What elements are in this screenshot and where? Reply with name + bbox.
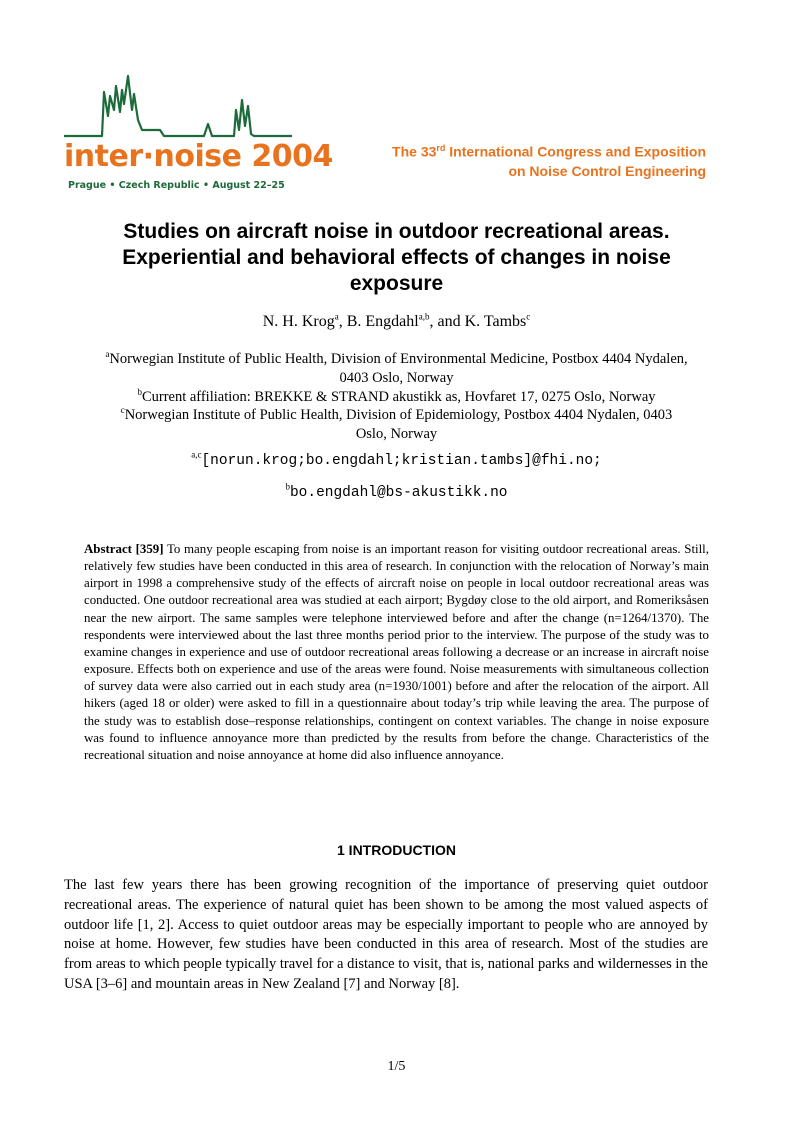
abstract <box>84 541 709 764</box>
email-address[interactable]: [norun.krog;bo.engdahl;kristian.tambs]@fhi.no; <box>201 453 602 469</box>
email-address[interactable]: bo.engdahl@bs-akustikk.no <box>289 485 508 501</box>
logo-tagline: Prague • Czech Republic • August 22–25 <box>68 180 285 191</box>
author-list: N. H. Krog$^a$, B. Engdahl$^{a,b}$, and K. Tambs$^c$ <box>262 311 531 330</box>
affiliation-c: $^c$Norwegian Institute of Public Health, Division of Epidemiology, Postbox 4404 Nydalen, 0403 Oslo, Norway <box>120 405 673 442</box>
congress-line-2: on Noise Control Engineering <box>508 162 706 179</box>
ordinal-suffix: rd <box>436 143 446 153</box>
abstract-text: To many people escaping from noise is an important reason for visiting outdoor recreational areas. Still, relatively few studies have been conducted in this area of research. In conjunction with the relocation of Norway’s main airport in 1998 a comprehensive study of the effects of aircraft noise on people in local outdoor recreational areas was conducted. One outdoor recreational area was studied at each airport; Bygdøy close to the old airport, and Romeriksåsen near the new airport. The same samples were telephone interviewed before and after the change (n=1264/1370). The respondents were interviewed about the last three months period prior to the interview. The purpose of the study was to examine changes in experience and use of outdoor recreational areas following a decrease or an increase in aircraft noise exposure. Effects both on experience and use of the areas were found. Noise measurements with simultaneous collection of survey data were also carried out in each study area (n=1930/1001) before and after the relocation of the airport. All hikers (aged 18 or older) were asked to fill in a questionnaire about today’s trip while leaving the area. The purpose of the study was to establish dose–response relationships, contingent on context variables. The change in noise exposure was found to influence annoyance more than predicted by the results from before the change. Characteristics of the recreational situation and noise annoyance at home did also influence annoyance. <box>84 542 709 762</box>
abstract-label: Abstract [359] <box>84 542 164 556</box>
section-heading: 1 INTRODUCTION <box>337 842 456 858</box>
email-line-2: $^b$bo.engdahl@bs-akustikk.no <box>285 481 508 501</box>
affiliation-b: $^b$Current affiliation: BREKKE & STRAND akustikk as, Hovfaret 17, 0275 Oslo, Norway <box>137 387 656 405</box>
logo-wordmark: inter·noise 2004 <box>64 139 333 174</box>
congress-line-1: The 33rd International Congress and Exposition <box>392 143 706 160</box>
introduction-paragraph: The last few years there has been growing recognition of the importance of preserving quiet outdoor recreational areas. The experience of natural quiet has been shown to be among the most valued aspects of outdoor life [1, 2]. Access to quiet outdoor areas may be especially important to people who are annoyed by noise at home. However, few studies have been conducted in this area of research. Most of the studies are from areas to which people typically travel for a distance to visit, that is, national parks and wildernesses in the USA [3–6] and mountain areas in New Zealand [7] and Norway [8]. <box>64 877 708 992</box>
affiliation-a: $^a$Norwegian Institute of Public Health, Division of Environmental Medicine, Postbox 4404 Nydalen, 0403 Oslo, Norway <box>105 349 688 386</box>
page-number: 1/5 <box>387 1059 406 1074</box>
skyline-waveform-graphic <box>64 70 292 142</box>
conference-logo <box>64 70 333 195</box>
congress-title <box>392 139 706 181</box>
email-line-1: $^{a,c}$[norun.krog;bo.engdahl;kristian.tambs]@fhi.no; <box>191 449 602 469</box>
paper-title: Studies on aircraft noise in outdoor recreational areas. Experiential and behavioral effects of changes in noise exposure <box>122 220 671 295</box>
